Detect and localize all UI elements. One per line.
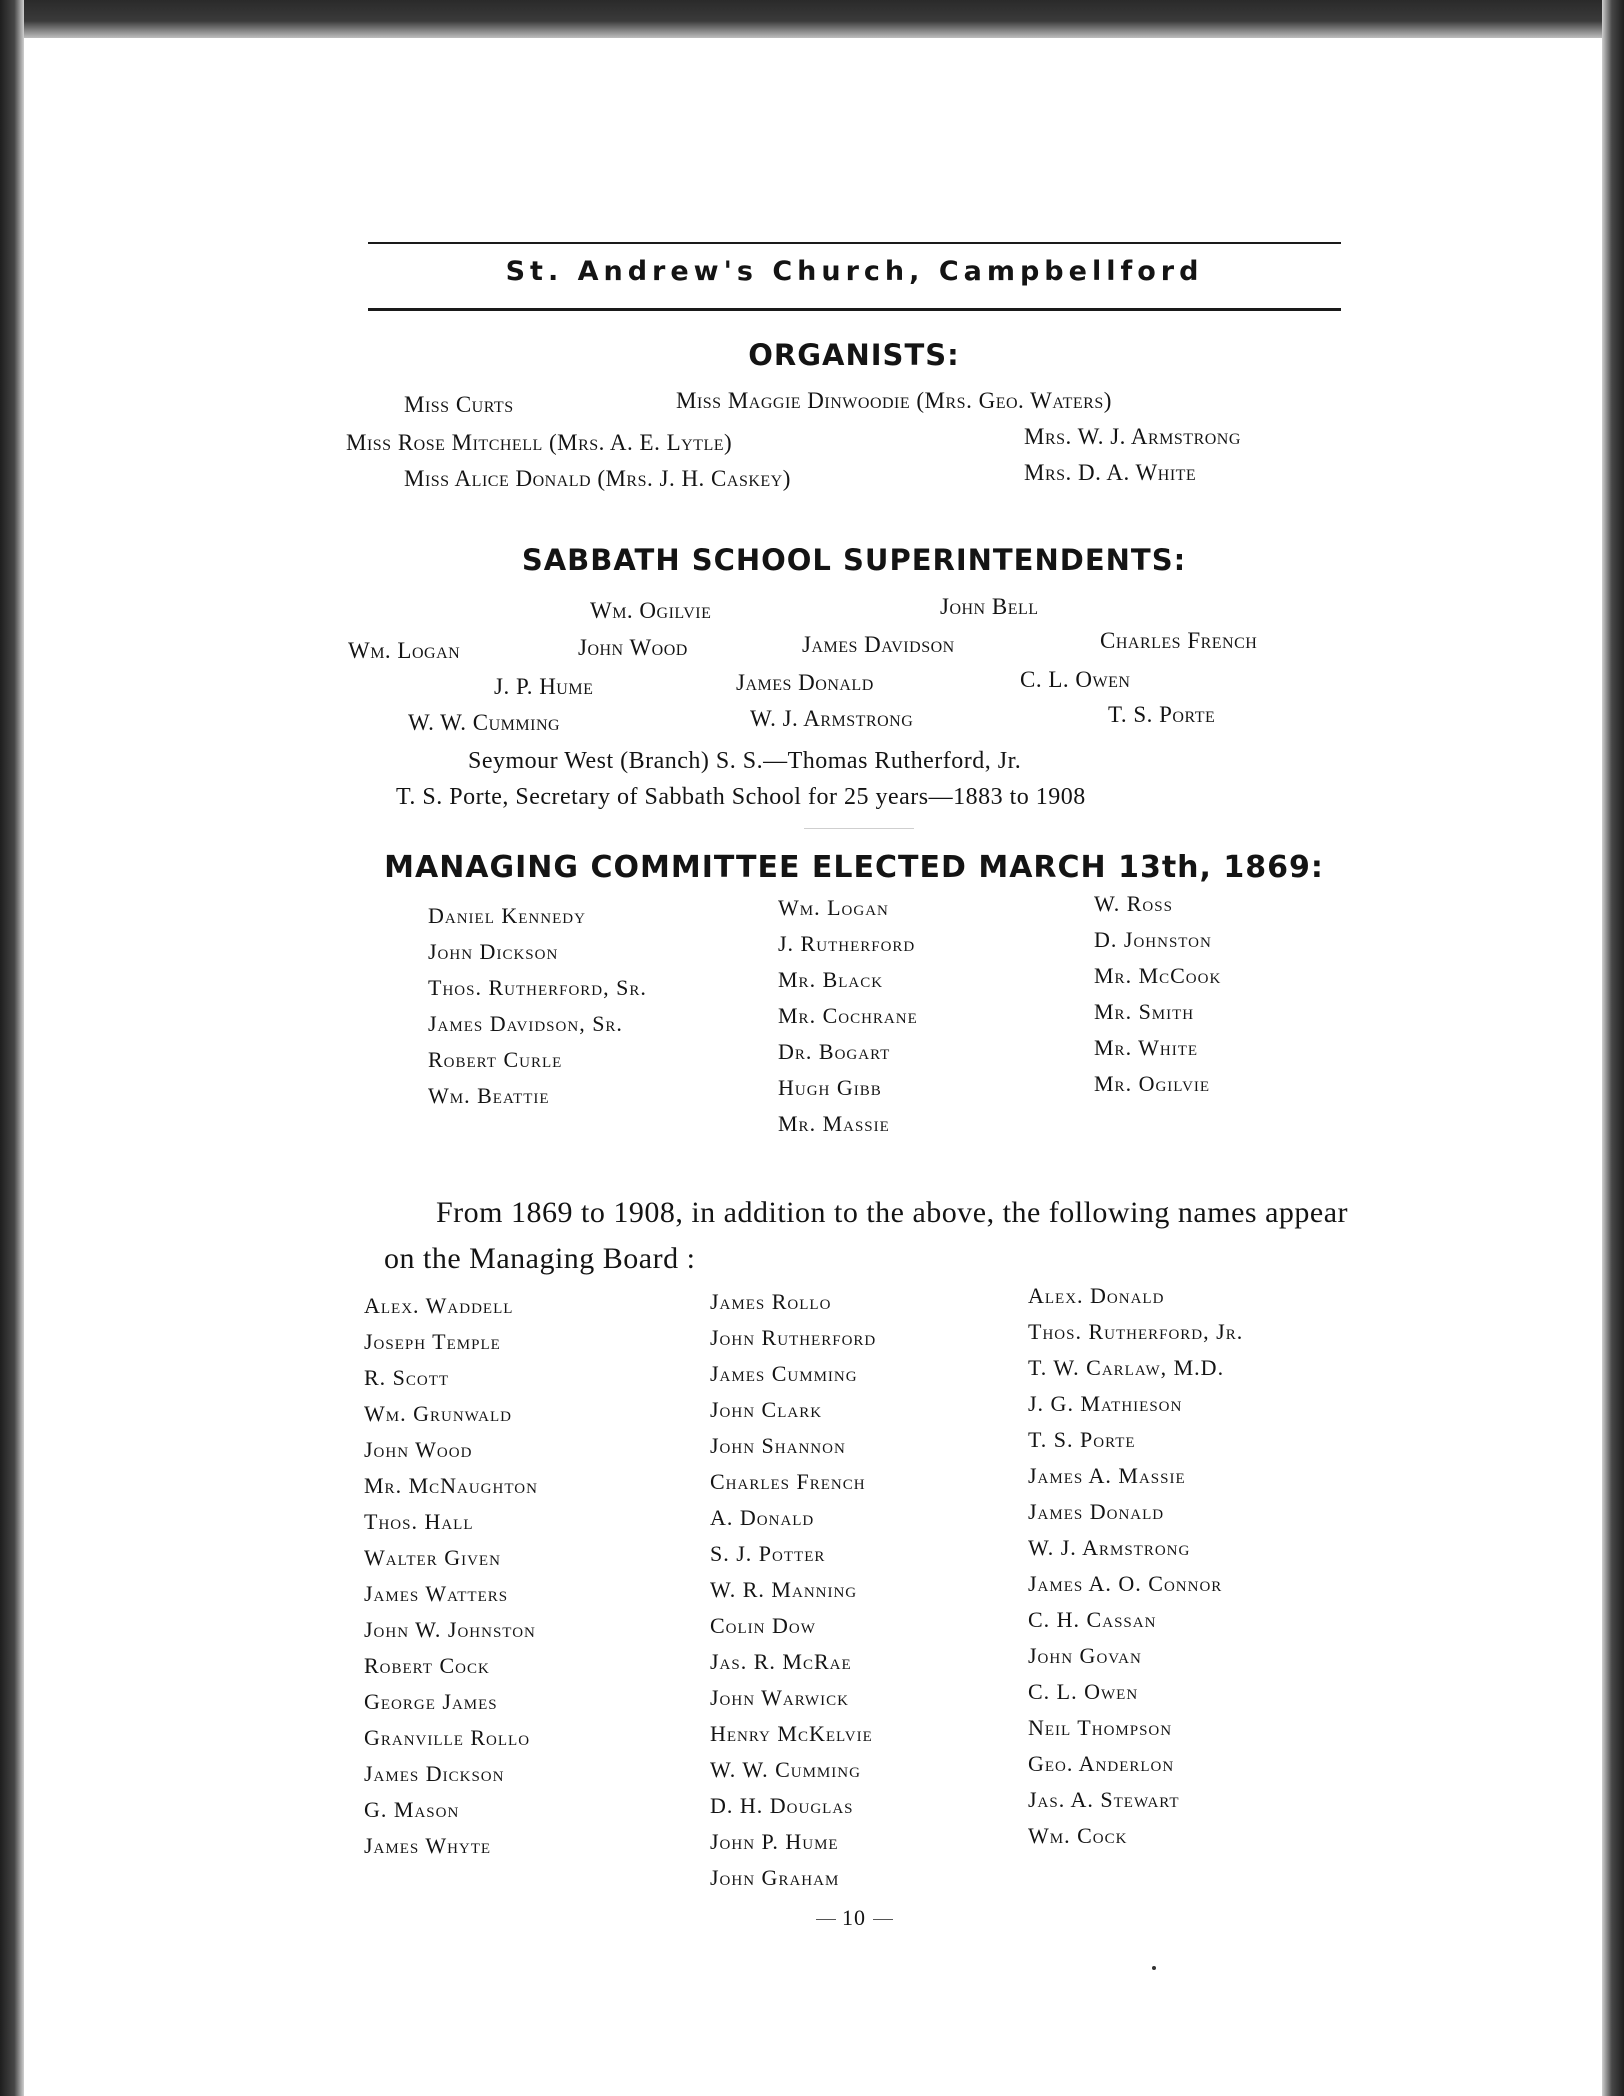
board-member: James Dickson <box>364 1761 505 1786</box>
board-column-3 <box>1028 1278 1243 1854</box>
board-member: C. L. Owen <box>1028 1679 1139 1704</box>
board-member: John Clark <box>710 1397 823 1422</box>
board-member: Colin Dow <box>710 1613 816 1638</box>
board-member: W. R. Manning <box>710 1577 858 1602</box>
secretary-line: T. S. Porte, Secretary of Sabbath School for 25 years—1883 to 1908 <box>396 784 1086 810</box>
superintendent-name: W. W. Cumming <box>408 710 561 735</box>
committee-member: Dr. Bogart <box>778 1039 891 1064</box>
committee-member: James Davidson, Sr. <box>428 1011 623 1036</box>
board-member: Neil Thompson <box>1028 1715 1173 1740</box>
page-number-text: 10 <box>842 1905 866 1930</box>
board-member: John Wood <box>364 1437 473 1462</box>
committee-column-1 <box>428 898 647 1114</box>
document-page <box>24 38 1602 2096</box>
committee-member: Wm. Logan <box>778 895 889 920</box>
board-column-2 <box>710 1284 876 1896</box>
committee-member: Mr. White <box>1094 1035 1199 1060</box>
board-member: John W. Johnston <box>364 1617 536 1642</box>
superintendent-name: Wm. Logan <box>348 638 461 663</box>
board-member: Thos. Hall <box>364 1509 474 1534</box>
organist-name: Mrs. W. J. Armstrong <box>1024 424 1241 449</box>
committee-member: Mr. Cochrane <box>778 1003 918 1028</box>
board-member: James A. Massie <box>1028 1463 1186 1488</box>
organists-heading: ORGANISTS: <box>748 338 960 372</box>
board-member: James A. O. Connor <box>1028 1571 1223 1596</box>
scan-edge-top <box>0 0 1624 38</box>
board-member: Thos. Rutherford, Jr. <box>1028 1319 1244 1344</box>
board-member: John Graham <box>710 1865 840 1890</box>
board-member: Alex. Donald <box>1028 1283 1165 1308</box>
committee-member: Hugh Gibb <box>778 1075 882 1100</box>
organist-name: Miss Rose Mitchell (Mrs. A. E. Lytle) <box>346 430 733 455</box>
board-intro <box>384 1190 1364 1282</box>
committee-member: John Dickson <box>428 939 559 964</box>
board-member: Walter Given <box>364 1545 501 1570</box>
page-number <box>794 1905 914 1931</box>
board-member: A. Donald <box>710 1505 815 1530</box>
organist-name: Miss Maggie Dinwoodie (Mrs. Geo. Waters) <box>676 388 1112 413</box>
committee-member: Wm. Beattie <box>428 1083 550 1108</box>
committee-member: Daniel Kennedy <box>428 903 586 928</box>
superintendent-name: T. S. Porte <box>1108 702 1216 727</box>
committee-heading: MANAGING COMMITTEE ELECTED MARCH 13th, 1869: <box>384 850 1324 885</box>
superintendent-name: Wm. Ogilvie <box>590 598 712 623</box>
committee-member: Mr. Ogilvie <box>1094 1071 1211 1096</box>
committee-member: W. Ross <box>1094 891 1173 916</box>
board-member: Jas. R. McRae <box>710 1649 852 1674</box>
committee-member: Mr. Black <box>778 967 884 992</box>
superintendent-name: James Donald <box>736 670 874 695</box>
board-member: W. J. Armstrong <box>1028 1535 1191 1560</box>
board-member: John P. Hume <box>710 1829 839 1854</box>
board-member: John Rutherford <box>710 1325 877 1350</box>
superintendent-name: C. L. Owen <box>1020 667 1131 692</box>
committee-column-2 <box>778 890 918 1142</box>
board-member: George James <box>364 1689 498 1714</box>
page-number-dash <box>873 1919 893 1920</box>
board-member: Mr. McNaughton <box>364 1473 538 1498</box>
board-member: Alex. Waddell <box>364 1293 514 1318</box>
board-member: W. W. Cumming <box>710 1757 861 1782</box>
board-member: R. Scott <box>364 1365 450 1390</box>
committee-member: Mr. Massie <box>778 1111 890 1136</box>
board-member: Robert Cock <box>364 1653 490 1678</box>
board-member: Wm. Cock <box>1028 1823 1128 1848</box>
scan-edge-right <box>1602 0 1624 2096</box>
committee-column-3 <box>1094 886 1221 1102</box>
header-rule-bottom <box>368 308 1341 311</box>
superintendents-heading: SABBATH SCHOOL SUPERINTENDENTS: <box>521 543 1187 577</box>
board-column-1 <box>364 1288 538 1864</box>
committee-member: Thos. Rutherford, Sr. <box>428 975 647 1000</box>
board-member: James Rollo <box>710 1289 832 1314</box>
organist-name: Miss Alice Donald (Mrs. J. H. Caskey) <box>404 466 791 491</box>
board-member: John Govan <box>1028 1643 1142 1668</box>
board-member: J. G. Mathieson <box>1028 1391 1183 1416</box>
board-member: James Donald <box>1028 1499 1165 1524</box>
committee-member: Mr. Smith <box>1094 999 1195 1024</box>
board-member: T. S. Porte <box>1028 1427 1136 1452</box>
page-title: St. Andrew's Church, Campbellford <box>505 256 1204 287</box>
page-number-dash <box>816 1919 836 1920</box>
board-member: Charles French <box>710 1469 866 1494</box>
scan-edge-left <box>0 0 24 2096</box>
committee-member: J. Rutherford <box>778 931 916 956</box>
board-intro-text: From 1869 to 1908, in addition to the above, the following names appear on the Managing Board : <box>384 1196 1349 1275</box>
board-member: Geo. Anderlon <box>1028 1751 1175 1776</box>
board-member: James Watters <box>364 1581 509 1606</box>
committee-member: Robert Curle <box>428 1047 563 1072</box>
board-member: Wm. Grunwald <box>364 1401 512 1426</box>
board-member: John Shannon <box>710 1433 846 1458</box>
section-separator <box>804 828 914 829</box>
branch-line: Seymour West (Branch) S. S.—Thomas Rutherford, Jr. <box>468 748 1022 774</box>
committee-member: D. Johnston <box>1094 927 1212 952</box>
superintendent-name: Charles French <box>1100 628 1258 653</box>
board-member: James Whyte <box>364 1833 492 1858</box>
board-member: John Warwick <box>710 1685 849 1710</box>
board-member: S. J. Potter <box>710 1541 826 1566</box>
superintendent-name: J. P. Hume <box>494 674 594 699</box>
board-member: Joseph Temple <box>364 1329 501 1354</box>
board-member: T. W. Carlaw, M.D. <box>1028 1355 1225 1380</box>
organist-name: Miss Curts <box>404 392 514 417</box>
header-rule-top <box>368 242 1341 244</box>
superintendent-name: John Wood <box>578 635 688 660</box>
board-member: Granville Rollo <box>364 1725 531 1750</box>
board-member: Henry McKelvie <box>710 1721 873 1746</box>
superintendent-name: John Bell <box>940 594 1039 619</box>
committee-member: Mr. McCook <box>1094 963 1222 988</box>
board-member: D. H. Douglas <box>710 1793 854 1818</box>
superintendent-name: W. J. Armstrong <box>750 706 914 731</box>
board-member: G. Mason <box>364 1797 460 1822</box>
board-member: James Cumming <box>710 1361 858 1386</box>
organist-name: Mrs. D. A. White <box>1024 460 1197 485</box>
paper-speck <box>1152 1966 1156 1970</box>
board-member: C. H. Cassan <box>1028 1607 1157 1632</box>
board-member: Jas. A. Stewart <box>1028 1787 1180 1812</box>
superintendent-name: James Davidson <box>802 632 955 657</box>
